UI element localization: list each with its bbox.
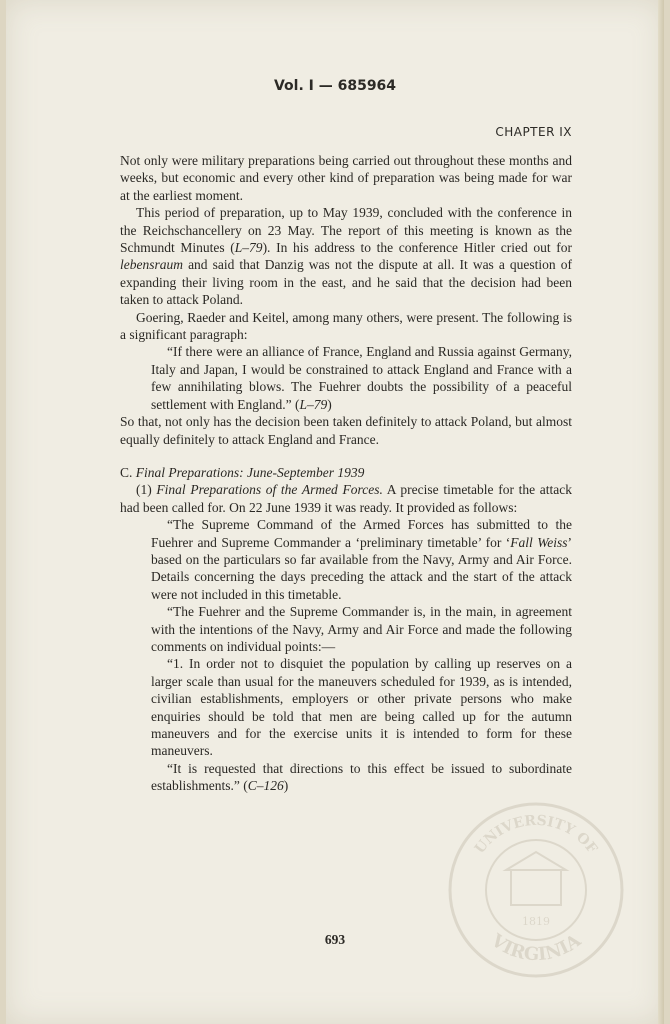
- italic-term: lebensraum: [120, 257, 183, 273]
- paragraph: (1) Final Preparations of the Armed Forces. A precise timetable for the attack had been called for. On 22 June 1939 it was ready. It provided as follows:: [120, 482, 572, 515]
- svg-text:1819: 1819: [522, 915, 550, 928]
- paragraph: Goering, Raeder and Keitel, among many others, were present. The following is a significant paragraph:: [120, 309, 572, 343]
- citation: C–126: [247, 778, 284, 794]
- citation: L–79: [299, 396, 328, 412]
- svg-text:VIRGINIA: VIRGINIA: [487, 930, 585, 966]
- university-seal-watermark: [446, 800, 626, 980]
- citation: L–79: [234, 240, 263, 256]
- page-edge: [658, 0, 664, 1024]
- page-number: 693: [324, 932, 346, 947]
- subsection-title: Final Preparations of the Armed Forces.: [156, 482, 383, 498]
- section-heading: C. Final Preparations: June-September 1939: [120, 464, 365, 480]
- block-quote: “The Fuehrer and the Supreme Commander is, in the main, in agreement with the intentions of the Navy, Army and Air Force and made the following comments on individual points:—: [151, 604, 572, 654]
- italic-term: Fall Weiss: [510, 534, 568, 550]
- block-quote: “1. In order not to disquiet the population by calling up reserves on a larger scale than usual for the maneuvers scheduled for 1939, as is intended, civilian establishments, employers or other private persons who make enquiries should be told that men are being called up for the autumn maneuvers and for the exercise units it is intended to form for these maneuvers.: [151, 656, 572, 759]
- svg-text:UNIVERSITY OF: UNIVERSITY OF: [471, 812, 601, 857]
- chapter-heading: CHAPTER IX: [495, 125, 572, 139]
- body-text: [120, 152, 572, 795]
- paragraph: This period of preparation, up to May 1939, concluded with the conference in the Reichschancellery on 23 May. The report of this meeting is known as the Schmundt Minutes (L–79). In his address to the conference Hitler cried out for lebensraum and said that Danzig was not the dispute at all. It was a question of expanding their living room in the east, and he said that the decision had been taken to attack Poland.: [120, 205, 573, 308]
- block-quote: “If there were an alliance of France, England and Russia against Germany, Italy and Japan, I would be constrained to attack England and France with a few annihilating blows. The Fuehrer doubts the possibility of a peaceful settlement with England.” (L–79): [151, 344, 572, 412]
- paragraph: So that, not only has the decision been taken definitely to attack Poland, but almost equally definitely to attack England and France.: [120, 414, 572, 447]
- block-quote: “It is requested that directions to this effect be issued to subordinate establishments.” (C–126): [151, 760, 572, 794]
- paragraph: Not only were military preparations being carried out throughout these months and weeks, but economic and every other kind of preparation was being made for war at the earliest moment.: [120, 153, 572, 203]
- running-header: Vol. I — 685964: [273, 78, 397, 94]
- block-quote: “The Supreme Command of the Armed Forces has submitted to the Fuehrer and Supreme Commander a ‘preliminary timetable’ for ‘Fall Weiss’ based on the particulars so far available from the Navy, Army and Air Force. Details concerning the days preceding the attack and the start of the attack were not included in this timetable.: [151, 517, 572, 602]
